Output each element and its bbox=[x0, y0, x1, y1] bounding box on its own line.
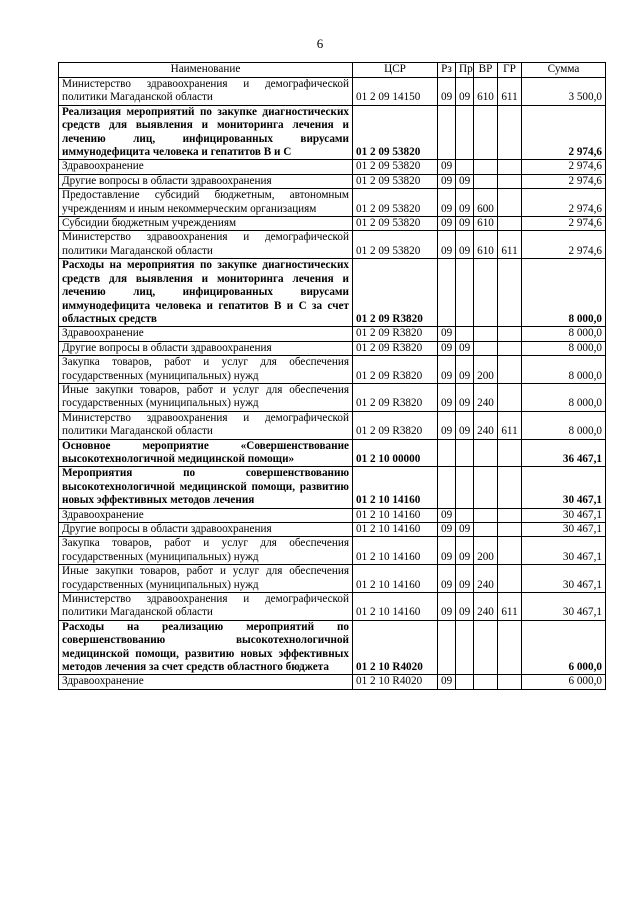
cell-name: Мероприятия по совершенствованию высокотехнологичной медицинской помощи, развитию новых эффективных методов лечения bbox=[59, 467, 353, 508]
cell-gr bbox=[498, 217, 522, 231]
cell-rz: 09 bbox=[438, 593, 456, 621]
table-row bbox=[59, 620, 606, 675]
cell-vr bbox=[474, 675, 498, 689]
cell-sum: 8 000,0 bbox=[522, 356, 606, 384]
cell-vr bbox=[474, 620, 498, 675]
cell-pr: 09 bbox=[456, 523, 474, 537]
table-row bbox=[59, 341, 606, 355]
table-row bbox=[59, 593, 606, 621]
cell-rz: 09 bbox=[438, 675, 456, 689]
cell-sum: 3 500,0 bbox=[522, 78, 606, 106]
header-rz: Рз bbox=[438, 63, 456, 78]
table-row bbox=[59, 439, 606, 467]
cell-csr: 01 2 09 53820 bbox=[353, 174, 438, 188]
cell-rz: 09 bbox=[438, 523, 456, 537]
cell-rz: 09 bbox=[438, 78, 456, 106]
table-header-row bbox=[59, 63, 606, 78]
cell-sum: 8 000,0 bbox=[522, 383, 606, 411]
cell-csr: 01 2 10 14160 bbox=[353, 523, 438, 537]
cell-sum: 2 974,6 bbox=[522, 105, 606, 160]
cell-gr bbox=[498, 537, 522, 565]
cell-vr: 610 bbox=[474, 231, 498, 259]
cell-gr bbox=[498, 383, 522, 411]
cell-vr bbox=[474, 327, 498, 341]
cell-gr bbox=[498, 174, 522, 188]
cell-gr: 611 bbox=[498, 231, 522, 259]
cell-vr: 610 bbox=[474, 217, 498, 231]
cell-vr: 240 bbox=[474, 383, 498, 411]
cell-sum: 8 000,0 bbox=[522, 341, 606, 355]
cell-rz bbox=[438, 105, 456, 160]
cell-gr: 611 bbox=[498, 593, 522, 621]
cell-rz: 09 bbox=[438, 411, 456, 439]
cell-csr: 01 2 09 53820 bbox=[353, 160, 438, 174]
cell-rz bbox=[438, 439, 456, 467]
cell-sum: 8 000,0 bbox=[522, 411, 606, 439]
cell-name: Министерство здравоохранения и демографической политики Магаданской области bbox=[59, 78, 353, 106]
cell-sum: 30 467,1 bbox=[522, 467, 606, 508]
cell-gr: 611 bbox=[498, 78, 522, 106]
cell-name: Закупка товаров, работ и услуг для обеспечения государственных (муниципальных) нужд bbox=[59, 537, 353, 565]
table-row bbox=[59, 356, 606, 384]
table-row bbox=[59, 675, 606, 689]
cell-gr bbox=[498, 675, 522, 689]
cell-pr bbox=[456, 508, 474, 522]
cell-sum: 30 467,1 bbox=[522, 593, 606, 621]
cell-sum: 36 467,1 bbox=[522, 439, 606, 467]
cell-sum: 2 974,6 bbox=[522, 189, 606, 217]
header-pr: Пр bbox=[456, 63, 474, 78]
cell-name: Закупка товаров, работ и услуг для обеспечения государственных (муниципальных) нужд bbox=[59, 356, 353, 384]
cell-pr bbox=[456, 467, 474, 508]
cell-sum: 2 974,6 bbox=[522, 217, 606, 231]
cell-csr: 01 2 09 R3820 bbox=[353, 411, 438, 439]
cell-name: Другие вопросы в области здравоохранения bbox=[59, 174, 353, 188]
cell-gr bbox=[498, 620, 522, 675]
cell-csr: 01 2 10 14160 bbox=[353, 467, 438, 508]
cell-csr: 01 2 10 14160 bbox=[353, 565, 438, 593]
cell-sum: 2 974,6 bbox=[522, 231, 606, 259]
cell-pr bbox=[456, 327, 474, 341]
cell-vr: 610 bbox=[474, 78, 498, 106]
cell-pr bbox=[456, 620, 474, 675]
table-row bbox=[59, 383, 606, 411]
cell-csr: 01 2 09 R3820 bbox=[353, 327, 438, 341]
cell-rz: 09 bbox=[438, 160, 456, 174]
table-row bbox=[59, 174, 606, 188]
budget-table bbox=[58, 62, 606, 690]
cell-pr bbox=[456, 160, 474, 174]
cell-name: Расходы на мероприятия по закупке диагностических средств для выявления и мониторинга лечения и лечению лиц, инфицированных вирусами иммунодефицита человека и гепатитов В и С за счет областных средств bbox=[59, 259, 353, 327]
cell-gr bbox=[498, 105, 522, 160]
cell-gr bbox=[498, 439, 522, 467]
cell-csr: 01 2 10 R4020 bbox=[353, 675, 438, 689]
cell-gr bbox=[498, 508, 522, 522]
cell-csr: 01 2 09 R3820 bbox=[353, 356, 438, 384]
cell-vr: 200 bbox=[474, 537, 498, 565]
cell-pr: 09 bbox=[456, 537, 474, 565]
cell-csr: 01 2 09 53820 bbox=[353, 105, 438, 160]
cell-vr: 240 bbox=[474, 565, 498, 593]
header-name: Наименование bbox=[59, 63, 353, 78]
cell-name: Здравоохранение bbox=[59, 675, 353, 689]
cell-name: Министерство здравоохранения и демографической политики Магаданской области bbox=[59, 231, 353, 259]
cell-vr bbox=[474, 523, 498, 537]
cell-sum: 8 000,0 bbox=[522, 327, 606, 341]
cell-name: Субсидии бюджетным учреждениям bbox=[59, 217, 353, 231]
cell-rz: 09 bbox=[438, 565, 456, 593]
cell-vr bbox=[474, 259, 498, 327]
cell-pr bbox=[456, 105, 474, 160]
cell-csr: 01 2 09 R3820 bbox=[353, 383, 438, 411]
cell-name: Реализация мероприятий по закупке диагностических средств для выявления и мониторинга лечения и лечению лиц, инфицированных вирусами иммунодефицита человека и гепатитов В и С bbox=[59, 105, 353, 160]
cell-sum: 30 467,1 bbox=[522, 565, 606, 593]
cell-gr bbox=[498, 160, 522, 174]
cell-gr bbox=[498, 356, 522, 384]
cell-rz: 09 bbox=[438, 356, 456, 384]
cell-sum: 8 000,0 bbox=[522, 259, 606, 327]
table-row bbox=[59, 217, 606, 231]
cell-rz: 09 bbox=[438, 383, 456, 411]
cell-vr: 200 bbox=[474, 356, 498, 384]
cell-name: Расходы на реализацию мероприятий по совершенствованию высокотехнологичной медицинской помощи, развитию новых эффективных методов лечения за счет средств областного бюджета bbox=[59, 620, 353, 675]
cell-vr bbox=[474, 174, 498, 188]
header-gr: ГР bbox=[498, 63, 522, 78]
cell-gr bbox=[498, 259, 522, 327]
table-row bbox=[59, 78, 606, 106]
cell-name: Предоставление субсидий бюджетным, автономным учреждениям и иным некоммерческим организациям bbox=[59, 189, 353, 217]
cell-rz: 09 bbox=[438, 508, 456, 522]
cell-csr: 01 2 10 14160 bbox=[353, 508, 438, 522]
cell-name: Министерство здравоохранения и демографической политики Магаданской области bbox=[59, 411, 353, 439]
cell-name: Основное мероприятие «Совершенствование высокотехнологичной медицинской помощи» bbox=[59, 439, 353, 467]
cell-rz bbox=[438, 620, 456, 675]
header-sum: Сумма bbox=[522, 63, 606, 78]
cell-sum: 30 467,1 bbox=[522, 537, 606, 565]
cell-sum: 30 467,1 bbox=[522, 523, 606, 537]
cell-pr: 09 bbox=[456, 341, 474, 355]
cell-csr: 01 2 10 R4020 bbox=[353, 620, 438, 675]
cell-gr bbox=[498, 189, 522, 217]
table-row bbox=[59, 189, 606, 217]
cell-rz bbox=[438, 259, 456, 327]
cell-gr bbox=[498, 467, 522, 508]
cell-vr bbox=[474, 439, 498, 467]
cell-rz: 09 bbox=[438, 189, 456, 217]
cell-name: Другие вопросы в области здравоохранения bbox=[59, 341, 353, 355]
cell-gr: 611 bbox=[498, 411, 522, 439]
cell-sum: 6 000,0 bbox=[522, 675, 606, 689]
cell-pr: 09 bbox=[456, 411, 474, 439]
cell-rz: 09 bbox=[438, 231, 456, 259]
cell-rz: 09 bbox=[438, 537, 456, 565]
cell-csr: 01 2 09 53820 bbox=[353, 217, 438, 231]
cell-csr: 01 2 09 14150 bbox=[353, 78, 438, 106]
cell-csr: 01 2 10 14160 bbox=[353, 537, 438, 565]
cell-vr bbox=[474, 160, 498, 174]
cell-sum: 30 467,1 bbox=[522, 508, 606, 522]
cell-name: Иные закупки товаров, работ и услуг для обеспечения государственных (муниципальных) нужд bbox=[59, 565, 353, 593]
cell-vr: 240 bbox=[474, 411, 498, 439]
cell-rz: 09 bbox=[438, 327, 456, 341]
cell-name: Иные закупки товаров, работ и услуг для обеспечения государственных (муниципальных) нужд bbox=[59, 383, 353, 411]
cell-rz: 09 bbox=[438, 174, 456, 188]
cell-pr: 09 bbox=[456, 231, 474, 259]
cell-vr bbox=[474, 105, 498, 160]
cell-vr: 240 bbox=[474, 593, 498, 621]
cell-vr bbox=[474, 467, 498, 508]
table-row bbox=[59, 508, 606, 522]
cell-sum: 6 000,0 bbox=[522, 620, 606, 675]
cell-gr bbox=[498, 341, 522, 355]
cell-csr: 01 2 09 53820 bbox=[353, 189, 438, 217]
table-row bbox=[59, 523, 606, 537]
table-row bbox=[59, 537, 606, 565]
table-row bbox=[59, 160, 606, 174]
cell-rz: 09 bbox=[438, 217, 456, 231]
cell-gr bbox=[498, 327, 522, 341]
header-vr: ВР bbox=[474, 63, 498, 78]
cell-rz bbox=[438, 467, 456, 508]
cell-vr bbox=[474, 508, 498, 522]
cell-gr bbox=[498, 565, 522, 593]
cell-csr: 01 2 09 R3820 bbox=[353, 341, 438, 355]
cell-pr: 09 bbox=[456, 174, 474, 188]
cell-pr: 09 bbox=[456, 565, 474, 593]
cell-name: Здравоохранение bbox=[59, 508, 353, 522]
cell-csr: 01 2 09 R3820 bbox=[353, 259, 438, 327]
cell-csr: 01 2 10 00000 bbox=[353, 439, 438, 467]
table-row bbox=[59, 565, 606, 593]
cell-sum: 2 974,6 bbox=[522, 160, 606, 174]
cell-vr: 600 bbox=[474, 189, 498, 217]
table-row bbox=[59, 411, 606, 439]
cell-pr bbox=[456, 259, 474, 327]
cell-name: Здравоохранение bbox=[59, 160, 353, 174]
cell-pr: 09 bbox=[456, 356, 474, 384]
cell-pr: 09 bbox=[456, 593, 474, 621]
table-row bbox=[59, 327, 606, 341]
cell-rz: 09 bbox=[438, 341, 456, 355]
cell-sum: 2 974,6 bbox=[522, 174, 606, 188]
cell-vr bbox=[474, 341, 498, 355]
cell-pr: 09 bbox=[456, 78, 474, 106]
cell-name: Министерство здравоохранения и демографической политики Магаданской области bbox=[59, 593, 353, 621]
header-csr: ЦСР bbox=[353, 63, 438, 78]
cell-pr: 09 bbox=[456, 217, 474, 231]
cell-pr: 09 bbox=[456, 383, 474, 411]
cell-pr bbox=[456, 439, 474, 467]
table-row bbox=[59, 231, 606, 259]
cell-csr: 01 2 09 53820 bbox=[353, 231, 438, 259]
table-row bbox=[59, 467, 606, 508]
table-row bbox=[59, 105, 606, 160]
cell-csr: 01 2 10 14160 bbox=[353, 593, 438, 621]
table-row bbox=[59, 259, 606, 327]
cell-pr bbox=[456, 675, 474, 689]
cell-gr bbox=[498, 523, 522, 537]
cell-name: Здравоохранение bbox=[59, 327, 353, 341]
cell-pr: 09 bbox=[456, 189, 474, 217]
page-number: 6 bbox=[316, 36, 324, 51]
cell-name: Другие вопросы в области здравоохранения bbox=[59, 523, 353, 537]
